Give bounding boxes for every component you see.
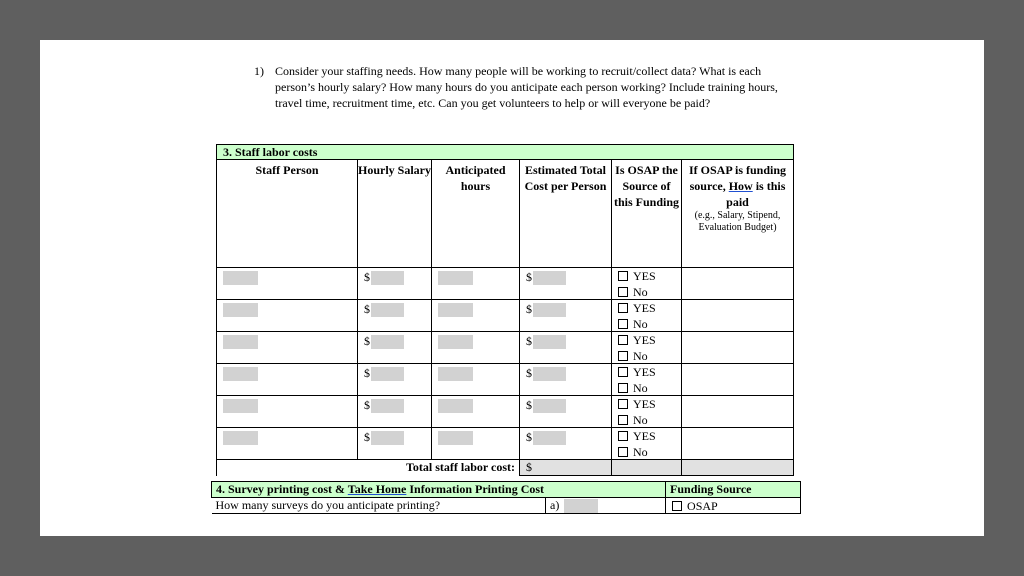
no-checkbox[interactable] — [618, 380, 648, 396]
currency-symbol: $ — [364, 430, 370, 444]
yes-checkbox[interactable] — [618, 428, 656, 444]
currency-symbol: $ — [364, 366, 370, 380]
hours-input[interactable] — [438, 431, 473, 445]
how-paid-cell[interactable] — [682, 300, 794, 332]
header-estimated-total: Estimated Total Cost per Person — [520, 160, 612, 268]
osap-option-label: OSAP — [687, 499, 718, 513]
checkbox-icon — [618, 287, 628, 297]
checkbox-icon — [618, 367, 628, 377]
osap-cell — [612, 364, 682, 396]
checkbox-icon — [618, 399, 628, 409]
hours-input[interactable] — [438, 303, 473, 317]
staff-person-input[interactable] — [223, 367, 258, 381]
currency-symbol: $ — [364, 334, 370, 348]
yes-label: YES — [633, 365, 656, 379]
yes-label: YES — [633, 397, 656, 411]
survey-printing-table — [211, 481, 801, 514]
checkbox-icon — [618, 271, 628, 281]
funding-option-cell — [666, 498, 801, 514]
hours-cell — [432, 364, 520, 396]
survey-title-a: 4. Survey printing cost & — [216, 482, 348, 496]
yes-label: YES — [633, 301, 656, 315]
no-label: No — [633, 445, 648, 459]
osap-checkbox[interactable] — [672, 498, 718, 514]
no-checkbox[interactable] — [618, 348, 648, 364]
hourly-salary-input[interactable] — [371, 303, 404, 317]
if-osap-note: (e.g., Salary, Stipend, Evaluation Budget) — [694, 210, 781, 233]
hours-input[interactable] — [438, 271, 473, 285]
staff-row — [217, 428, 794, 460]
total-empty-osap — [612, 460, 682, 476]
yes-checkbox[interactable] — [618, 268, 656, 284]
no-label: No — [633, 349, 648, 363]
survey-question: How many surveys do you anticipate printing? — [212, 498, 546, 514]
hourly-salary-input[interactable] — [371, 399, 404, 413]
yes-checkbox[interactable] — [618, 300, 656, 316]
yes-label: YES — [633, 429, 656, 443]
checkbox-icon — [618, 447, 628, 457]
how-paid-cell[interactable] — [682, 396, 794, 428]
staff-row — [217, 300, 794, 332]
total-cost-cell — [520, 332, 612, 364]
hourly-salary-input[interactable] — [371, 367, 404, 381]
currency-symbol: $ — [364, 270, 370, 284]
osap-cell — [612, 332, 682, 364]
checkbox-icon — [618, 415, 628, 425]
staff-person-cell — [217, 396, 358, 428]
staff-person-cell — [217, 332, 358, 364]
staff-person-cell — [217, 364, 358, 396]
yes-checkbox[interactable] — [618, 364, 656, 380]
osap-cell — [612, 300, 682, 332]
no-checkbox[interactable] — [618, 412, 648, 428]
staff-person-input[interactable] — [223, 335, 258, 349]
checkbox-icon — [618, 303, 628, 313]
no-label: No — [633, 381, 648, 395]
osap-cell — [612, 268, 682, 300]
staff-person-cell — [217, 300, 358, 332]
document-page — [40, 40, 984, 536]
survey-answer-prefix: a) — [550, 498, 560, 512]
no-checkbox[interactable] — [618, 284, 648, 300]
hours-cell — [432, 268, 520, 300]
hourly-salary-cell — [358, 396, 432, 428]
no-label: No — [633, 413, 648, 427]
hourly-salary-input[interactable] — [371, 271, 404, 285]
how-paid-cell[interactable] — [682, 428, 794, 460]
total-currency: $ — [526, 460, 532, 474]
header-hourly-salary: Hourly Salary — [358, 160, 432, 268]
currency-symbol: $ — [526, 334, 532, 348]
total-cost-cell — [520, 364, 612, 396]
total-cost-input[interactable] — [533, 367, 566, 381]
hourly-salary-cell — [358, 364, 432, 396]
staff-person-input[interactable] — [223, 303, 258, 317]
total-cost-cell — [520, 268, 612, 300]
yes-label: YES — [633, 269, 656, 283]
checkbox-icon — [672, 501, 682, 511]
header-if-osap — [682, 160, 794, 268]
total-cost-input[interactable] — [533, 303, 566, 317]
hourly-salary-cell — [358, 268, 432, 300]
staff-row — [217, 268, 794, 300]
total-cost-input[interactable] — [533, 271, 566, 285]
staff-person-cell — [217, 428, 358, 460]
survey-title-b: Information Printing Cost — [406, 482, 545, 496]
yes-label: YES — [633, 333, 656, 347]
question-number: 1) — [254, 64, 264, 78]
total-cost-input[interactable] — [533, 335, 566, 349]
survey-answer-field[interactable] — [546, 498, 666, 514]
osap-cell — [612, 396, 682, 428]
question-text: Consider your staffing needs. How many people will be working to recruit/collect data? What is each person’s hourly salary? How many hours do you anticipate each person working? Include training hours, travel time, recruitment time, etc. Can you get volunteers to help or will everyone be paid? — [275, 64, 778, 110]
total-cost-cell — [520, 428, 612, 460]
staff-row — [217, 332, 794, 364]
staff-row — [217, 396, 794, 428]
total-empty-how — [682, 460, 794, 476]
total-cost-field[interactable] — [520, 460, 612, 476]
hourly-salary-cell — [358, 300, 432, 332]
how-paid-cell[interactable] — [682, 268, 794, 300]
currency-symbol: $ — [364, 398, 370, 412]
hourly-salary-cell — [358, 428, 432, 460]
osap-cell — [612, 428, 682, 460]
hourly-salary-cell — [358, 332, 432, 364]
header-is-osap: Is OSAP the Source of this Funding — [612, 160, 682, 268]
survey-title-link: Take Home — [347, 482, 407, 496]
currency-symbol: $ — [364, 302, 370, 316]
survey-answer-input[interactable] — [564, 499, 598, 513]
no-label: No — [633, 285, 648, 299]
staff-person-input[interactable] — [223, 271, 258, 285]
how-paid-cell[interactable] — [682, 332, 794, 364]
staff-labor-table — [216, 144, 794, 476]
currency-symbol: $ — [526, 366, 532, 380]
hourly-salary-input[interactable] — [371, 335, 404, 349]
total-cost-input[interactable] — [533, 431, 566, 445]
no-checkbox[interactable] — [618, 444, 648, 460]
hourly-salary-input[interactable] — [371, 431, 404, 445]
no-checkbox[interactable] — [618, 316, 648, 332]
staff-person-input[interactable] — [223, 431, 258, 445]
currency-symbol: $ — [526, 270, 532, 284]
staff-row — [217, 364, 794, 396]
checkbox-icon — [618, 383, 628, 393]
survey-table-title — [212, 482, 666, 498]
hours-input[interactable] — [438, 367, 473, 381]
checkbox-icon — [618, 335, 628, 345]
hours-input[interactable] — [438, 335, 473, 349]
yes-checkbox[interactable] — [618, 332, 656, 348]
total-cost-cell — [520, 300, 612, 332]
checkbox-icon — [618, 431, 628, 441]
total-cost-cell — [520, 396, 612, 428]
total-cost-input[interactable] — [533, 399, 566, 413]
if-osap-text-a: If OSAP is funding source, — [688, 163, 787, 193]
checkbox-icon — [618, 351, 628, 361]
staff-person-input[interactable] — [223, 399, 258, 413]
yes-checkbox[interactable] — [618, 396, 656, 412]
currency-symbol: $ — [526, 302, 532, 316]
hours-cell — [432, 332, 520, 364]
hours-cell — [432, 300, 520, 332]
checkbox-icon — [618, 319, 628, 329]
if-osap-how: How — [728, 179, 753, 193]
funding-source-header: Funding Source — [666, 482, 801, 498]
hours-input[interactable] — [438, 399, 473, 413]
staff-table-title: 3. Staff labor costs — [217, 145, 794, 160]
currency-symbol: $ — [526, 398, 532, 412]
how-paid-cell[interactable] — [682, 364, 794, 396]
staff-person-cell — [217, 268, 358, 300]
header-staff-person: Staff Person — [217, 160, 358, 268]
if-osap-text-b: is this paid — [726, 179, 786, 209]
header-anticipated-hours: Anticipated hours — [432, 160, 520, 268]
hours-cell — [432, 396, 520, 428]
total-label: Total staff labor cost: — [217, 460, 520, 476]
hours-cell — [432, 428, 520, 460]
currency-symbol: $ — [526, 430, 532, 444]
no-label: No — [633, 317, 648, 331]
